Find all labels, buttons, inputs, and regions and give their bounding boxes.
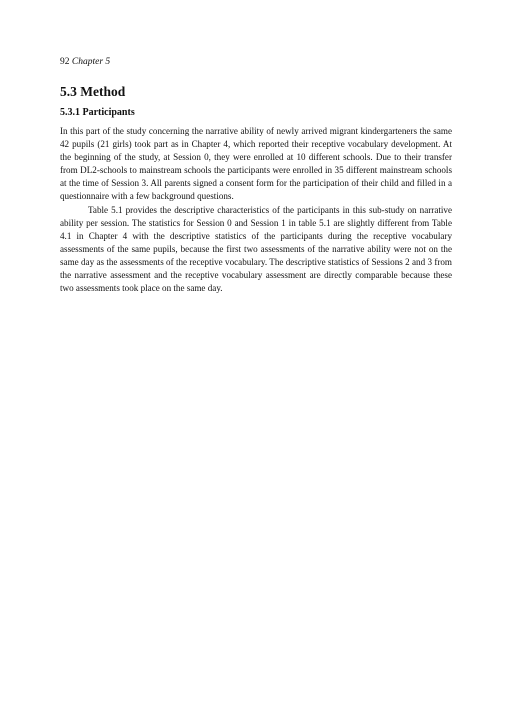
chapter-label: Chapter 5 [71, 57, 111, 67]
page-number: 92 [60, 57, 70, 67]
paragraph-participants: In this part of the study concerning the narrative ability of newly arrived migrant kindergarteners the same 42 pupils (21 girls) took part as in Chapter 4, which reported their receptive vocabulary development. At the beginning of the study, at Session 0, they were enrolled at 10 different schools. Due to their transfer from DL2-schools to mainstream schools the participants were enrolled in 35 different mainstream schools at the time of Session 3. All parents signed a consent form for the participation of their child and filled in a questionnaire with a few background questions. [60, 126, 452, 202]
document-page [60, 56, 452, 295]
paragraph-table-description: Table 5.1 provides the descriptive characteristics of the participants in this sub-study on narrative ability per session. The statistics for Session 0 and Session 1 in table 5.1 are slightly different from Table 4.1 in Chapter 4 with the descriptive statistics of the participants during the receptive vocabulary assessments of the same pupils, because the first two assessments of the narrative ability were not on the same day as the assessments of the receptive vocabulary. The descriptive statistics of Sessions 2 and 3 from the narrative assessment and the receptive vocabulary assessment are directly comparable because these two assessments took place on the same day. [60, 204, 452, 294]
section-heading: 5.3 Method [60, 84, 126, 99]
subsection-heading: 5.3.1 Participants [60, 107, 135, 118]
running-head [60, 56, 452, 68]
